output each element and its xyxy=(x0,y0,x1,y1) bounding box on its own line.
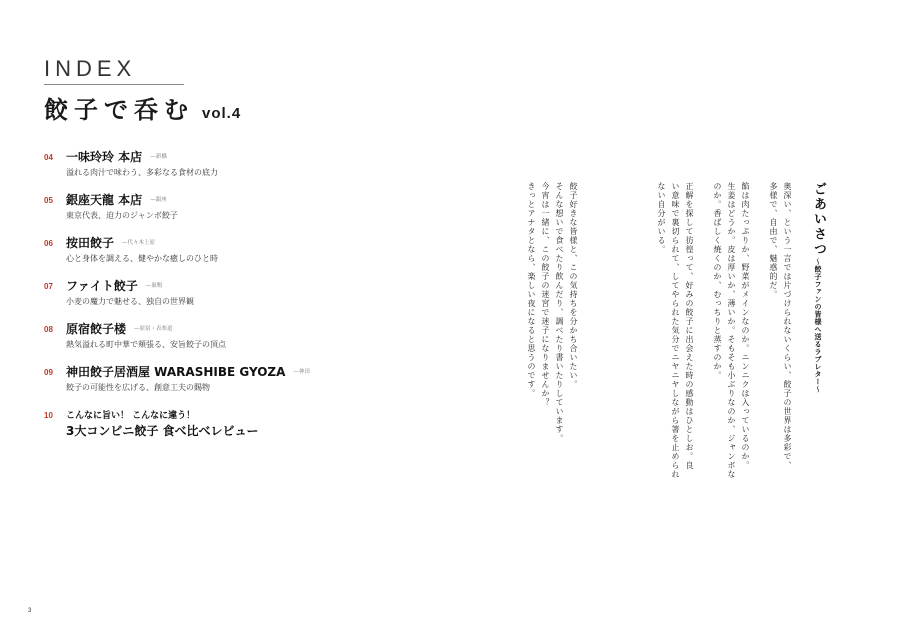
entry-location: —巣鴨 xyxy=(145,283,163,289)
entry-name: 按田餃子 $^{—代々木上原}$ xyxy=(66,236,156,250)
entry-name: 銀座天龍 本店 $^{—銀座}$ xyxy=(66,193,167,207)
entry-kicker: こんなに旨い！ こんなに違う！ xyxy=(66,411,196,421)
index-entry[interactable] xyxy=(44,148,404,191)
index-entry[interactable] xyxy=(44,320,404,363)
page-number: 3 xyxy=(28,608,32,614)
greeting-line: 今宵は一緒に、この餃子の迷宮で迷子になりませんか？ xyxy=(541,182,550,407)
entry-location: —原宿・表参道 xyxy=(134,326,173,332)
entry-number: 05 xyxy=(44,196,53,205)
greeting-line: い意味で裏切られて、してやられた気分でニヤニヤしながら箸を止められ xyxy=(671,182,680,479)
entry-name: 原宿餃子楼 $^{—原宿・表参道}$ xyxy=(66,322,173,336)
index-entry[interactable] xyxy=(44,277,404,320)
entry-location: —銀座 xyxy=(150,197,167,203)
greeting-subtitle: 〜餃子ファンの皆様へ送るラブレター〜 xyxy=(814,258,822,393)
entry-description: 東京代表、迫力のジャンボ餃子 xyxy=(66,211,178,220)
entry-name: 神田餃子居酒屋 WARASHIBE GYOZA $^{—神田}$ xyxy=(66,365,310,379)
volume-label: vol.4 xyxy=(202,105,242,122)
greeting-title: ごあいさつ xyxy=(811,182,826,257)
index-list xyxy=(44,148,404,449)
entry-description: 小麦の魔力で魅せる、独自の世界観 xyxy=(66,297,194,306)
greeting-line: そんな想いで食べたり飲んだり、調べたり書いたりしています。 xyxy=(555,182,564,443)
greeting-line: 生姜はどうか。皮は厚いか、薄いか。そもそも小ぶりなのか、ジャンボな xyxy=(727,182,736,479)
entry-location: —新橋 xyxy=(150,154,167,160)
greeting-line: きっとアナタとなら、楽しい夜になると思うのです。 xyxy=(527,182,536,398)
greeting-line: ない自分がいる。 xyxy=(657,182,666,254)
entry-number: 04 xyxy=(44,153,53,162)
entry-number: 08 xyxy=(44,325,53,334)
entry-description: 心と身体を調える、健やかな癒しのひと時 xyxy=(66,254,218,263)
greeting-line: 正解を探して彷徨って、好みの餃子に出会えた時の感動はひとしお。良 xyxy=(685,182,694,470)
entry-name: ファイト餃子 $^{—巣鴨}$ xyxy=(66,279,163,293)
greeting-line: 餡は肉たっぷりか、野菜がメインなのか。ニンニクは入っているのか。 xyxy=(741,182,750,470)
header-divider xyxy=(44,84,184,85)
entry-location: —代々木上原 xyxy=(122,240,156,246)
entry-location: —神田 xyxy=(293,369,310,375)
entry-name: 一味玲玲 本店 $^{—新橋}$ xyxy=(66,150,167,164)
greeting-line: 奥深い、という一言では片づけられないくらい、餃子の世界は多彩で、 xyxy=(783,182,792,470)
greeting-line: 多様で、自由で、魅惑的だ。 xyxy=(769,182,778,299)
page-title xyxy=(44,90,241,125)
index-entry[interactable] xyxy=(44,363,404,406)
greeting-line: のか。香ばしく焼くのか、むっちりと蒸すのか。 xyxy=(713,182,722,380)
entry-description: 餃子の可能性を広げる、創意工夫の賜物 xyxy=(66,383,210,392)
index-label: INDEX xyxy=(44,56,137,81)
entry-number: 09 xyxy=(44,368,53,377)
entry-name: 3大コンビニ餃子 食べ比べレビュー xyxy=(66,424,259,438)
index-entry[interactable] xyxy=(44,191,404,234)
page-title-text: 餃子で呑む xyxy=(44,96,194,124)
index-entry[interactable] xyxy=(44,234,404,277)
entry-number: 10 xyxy=(44,411,53,420)
entry-description: 熱気溢れる町中華で頬張る、安旨餃子の頂点 xyxy=(66,340,226,349)
entry-description: 溢れる肉汁で味わう、多彩なる食材の底力 xyxy=(66,168,218,177)
entry-number: 06 xyxy=(44,239,53,248)
entry-number: 07 xyxy=(44,282,53,291)
index-entry[interactable] xyxy=(44,406,404,449)
greeting-line: 餃子好きな皆様と、この気持ちを分かち合いたい。 xyxy=(569,182,578,389)
